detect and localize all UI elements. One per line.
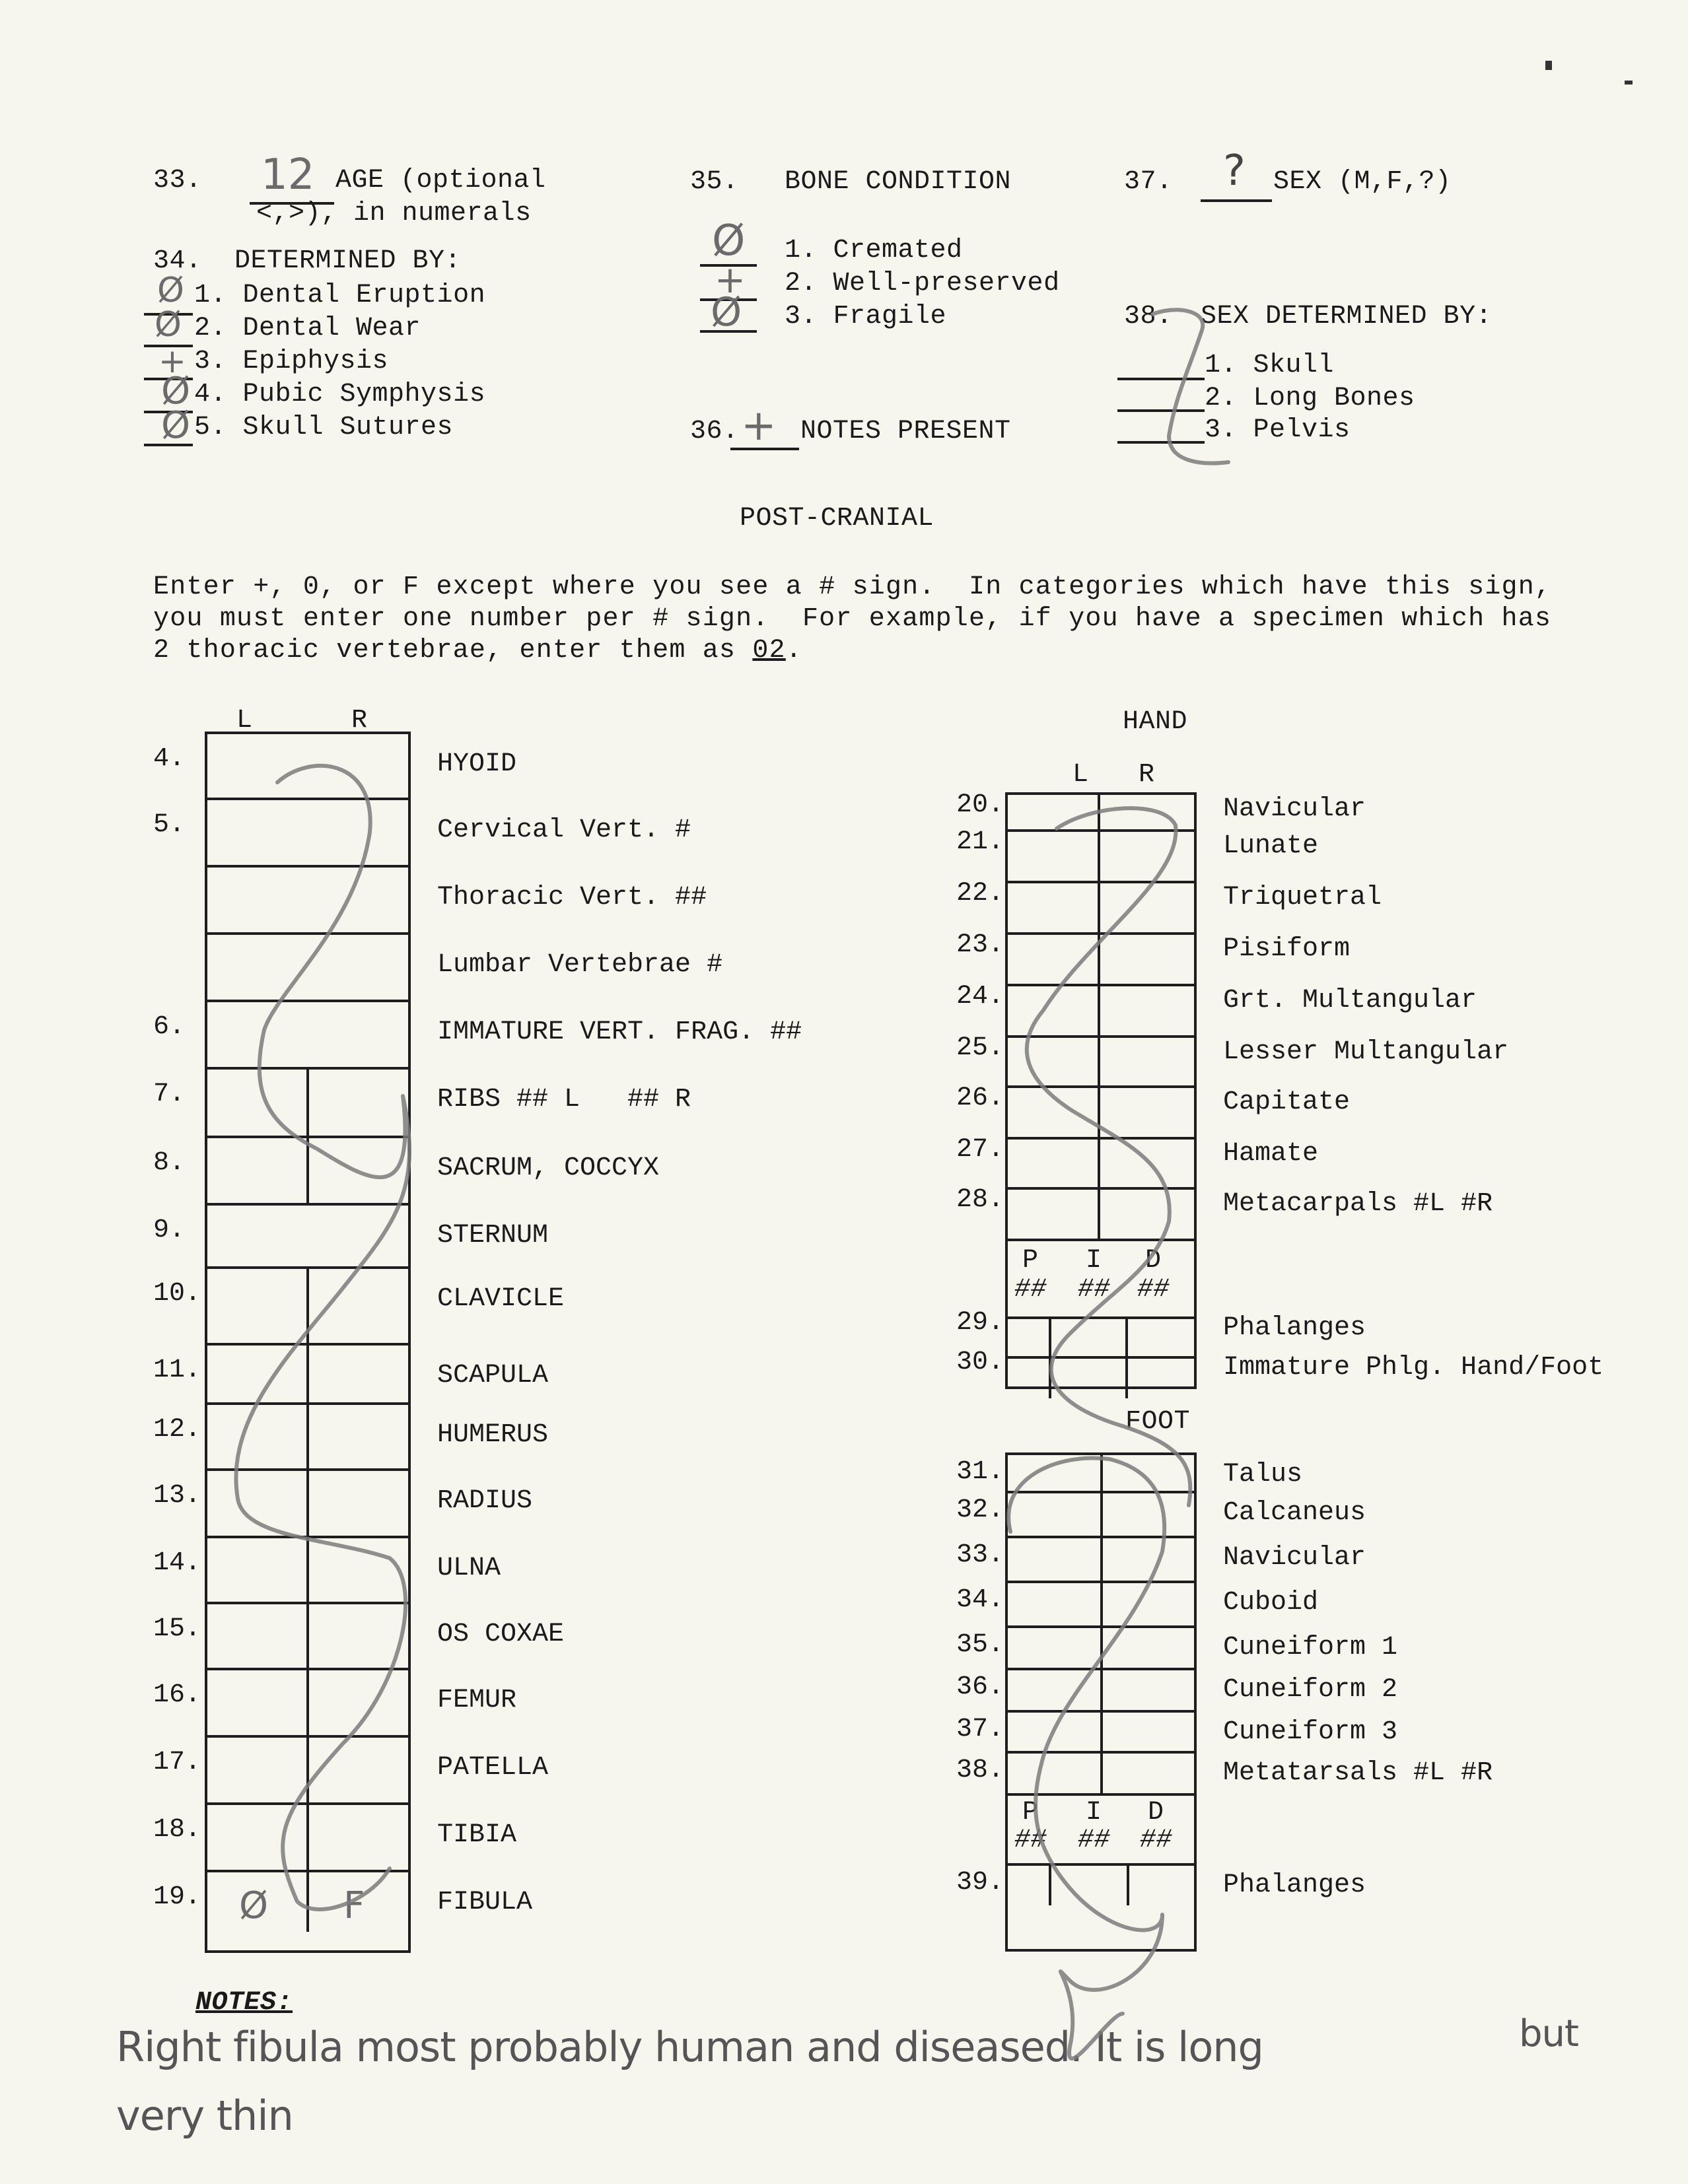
example-suffix: .: [785, 636, 802, 665]
q34-item2-label: 2. Dental Wear: [194, 314, 421, 343]
bone-label: Triquetral: [1223, 883, 1382, 912]
bone-label: IMMATURE VERT. FRAG. ##: [437, 1017, 802, 1047]
row-number: 34.: [956, 1585, 1004, 1615]
row-number: 15.: [153, 1614, 201, 1644]
row-number: 20.: [956, 790, 1004, 820]
phalanx-column-header: P: [1022, 1798, 1039, 1827]
cell-value-left: Ø: [239, 1884, 269, 1927]
bone-label: Navicular: [1223, 794, 1366, 824]
q33-label-line2: <,>), in numerals: [256, 199, 532, 228]
example-value: 02: [752, 636, 786, 665]
row-number: 24.: [956, 982, 1004, 1011]
section-title-postcranial: POST-CRANIAL: [740, 504, 934, 533]
q37-label: SEX (M,F,?): [1273, 167, 1452, 197]
phalanx-column-header: P: [1022, 1246, 1039, 1276]
hand-table-col-L: L: [1073, 760, 1089, 790]
row-number: 38.: [956, 1756, 1004, 1785]
bone-label: Calcaneus: [1223, 1498, 1366, 1528]
bone-label: CLAVICLE: [437, 1284, 565, 1314]
row-number: 26.: [956, 1083, 1004, 1113]
row-number: 14.: [153, 1548, 201, 1578]
q33-age-value: 12: [261, 151, 315, 199]
instruction-line-1: Enter +, 0, or F except where you see a # sign. In categories which have this sign,: [153, 572, 1552, 602]
q38-item2-label: 2. Long Bones: [1205, 384, 1415, 413]
row-number: 12.: [153, 1415, 201, 1445]
q33-label-line1: AGE (optional: [335, 166, 546, 195]
bone-label: Capitate: [1223, 1087, 1351, 1117]
bone-label: Lumbar Vertebrae #: [437, 950, 723, 980]
bone-label: STERNUM: [437, 1221, 549, 1250]
hand-table-col-R: R: [1139, 760, 1155, 790]
q35-item1-value: Ø: [712, 217, 746, 265]
row-number: 23.: [956, 930, 1004, 960]
bone-label: Lesser Multangular: [1223, 1037, 1509, 1067]
cell-value-right: F: [343, 1884, 365, 1927]
row-number: 21.: [956, 827, 1004, 857]
bone-label: HUMERUS: [437, 1420, 549, 1450]
q36-number: 36.: [690, 417, 739, 446]
number-sign-marker: ##: [1140, 1826, 1173, 1855]
q38-item1-label: 1. Skull: [1205, 351, 1335, 380]
left-table-col-L: L: [236, 706, 253, 735]
phalanx-column-header: D: [1148, 1798, 1164, 1827]
number-sign-marker: ##: [1078, 1275, 1111, 1305]
q34-heading: DETERMINED BY:: [234, 246, 462, 276]
notes-heading: NOTES:: [195, 1988, 293, 2018]
q34-item2-value: Ø: [155, 305, 182, 345]
row-number: 29.: [956, 1308, 1004, 1338]
q33-number: 33.: [153, 166, 202, 195]
notes-line-1: Right fibula most probably human and diseased. It is long: [116, 2023, 1263, 2071]
phalanx-column-header: I: [1086, 1246, 1102, 1276]
left-table-col-R: R: [351, 706, 368, 735]
bone-label: Navicular: [1223, 1543, 1366, 1573]
bone-label: Cuboid: [1223, 1588, 1319, 1618]
row-number: 30.: [956, 1348, 1004, 1377]
q35-item3-label: 3. Fragile: [785, 302, 947, 331]
row-number: 35.: [956, 1630, 1004, 1660]
speck: [1625, 81, 1633, 85]
bone-label: Metatarsals #L #R: [1223, 1758, 1493, 1788]
bone-label: Cuneiform 3: [1223, 1717, 1398, 1747]
row-number: 8.: [153, 1148, 186, 1178]
bone-label: ULNA: [437, 1553, 501, 1583]
hand-table-title: HAND: [1123, 707, 1188, 737]
bone-label: Phalanges: [1223, 1870, 1366, 1900]
foot-table-title: FOOT: [1125, 1407, 1191, 1437]
number-sign-marker: ##: [1078, 1826, 1111, 1855]
row-number: 11.: [153, 1355, 201, 1385]
row-number: 16.: [153, 1680, 201, 1710]
number-sign-marker: ##: [1137, 1275, 1170, 1305]
q35-number: 35.: [690, 167, 739, 197]
phalanx-column-header: D: [1145, 1246, 1162, 1276]
row-number: 25.: [956, 1033, 1004, 1063]
row-number: 6.: [153, 1012, 186, 1042]
q34-item3-label: 3. Epiphysis: [194, 347, 389, 376]
row-number: 17.: [153, 1748, 201, 1777]
bone-label: FEMUR: [437, 1686, 517, 1715]
row-number: 27.: [956, 1135, 1004, 1165]
instruction-line-3-text: 2 thoracic vertebrae, enter them as: [153, 636, 753, 665]
bone-label: Thoracic Vert. ##: [437, 883, 707, 912]
row-number: 4.: [153, 744, 186, 774]
bone-label: TIBIA: [437, 1820, 517, 1850]
row-number: 5.: [153, 810, 186, 840]
instruction-line-2: you must enter one number per # sign. For example, if you have a specimen which has: [153, 604, 1552, 634]
q34-item4-value: Ø: [161, 370, 191, 413]
row-number: 13.: [153, 1481, 201, 1511]
bone-label: Hamate: [1223, 1139, 1319, 1169]
bone-label: Cuneiform 2: [1223, 1675, 1398, 1705]
q35-item2-label: 2. Well-preserved: [785, 269, 1060, 298]
row-number: 36.: [956, 1672, 1004, 1702]
bone-label: Talus: [1223, 1460, 1303, 1489]
bone-label: PATELLA: [437, 1753, 549, 1783]
bone-label: Lunate: [1223, 831, 1319, 861]
q38-number: 38.: [1124, 302, 1173, 331]
row-number: 7.: [153, 1079, 186, 1109]
row-number: 19.: [153, 1882, 201, 1912]
bone-label: Grt. Multangular: [1223, 986, 1477, 1015]
q35-heading: BONE CONDITION: [785, 167, 1012, 197]
bone-label: Cervical Vert. #: [437, 815, 691, 845]
q34-item5-label: 5. Skull Sutures: [194, 413, 454, 442]
row-number: 31.: [956, 1457, 1004, 1487]
q36-value: +: [741, 401, 777, 450]
number-sign-marker: ##: [1014, 1275, 1047, 1305]
q34-item4-label: 4. Pubic Symphysis: [194, 380, 486, 409]
q36-label: NOTES PRESENT: [800, 417, 1011, 446]
row-number: 28.: [956, 1185, 1004, 1215]
row-number: 32.: [956, 1495, 1004, 1525]
row-number: 9.: [153, 1215, 186, 1245]
bone-label: Metacarpals #L #R: [1223, 1189, 1493, 1219]
q38-heading: SEX DETERMINED BY:: [1201, 302, 1493, 331]
bone-label: Cuneiform 1: [1223, 1633, 1398, 1662]
q34-item1-value: Ø: [157, 271, 184, 310]
q34-item1-label: 1. Dental Eruption: [194, 281, 486, 310]
bone-label: Pisiform: [1223, 934, 1351, 964]
row-number: 10.: [153, 1279, 201, 1309]
bone-label: SACRUM, COCCYX: [437, 1153, 660, 1183]
number-sign-marker: ##: [1014, 1826, 1047, 1855]
bone-label: Immature Phlg. Hand/Foot: [1223, 1353, 1604, 1382]
bone-label: OS COXAE: [437, 1620, 565, 1649]
speck: [1545, 61, 1552, 70]
row-number: 18.: [153, 1815, 201, 1845]
row-number: 33.: [956, 1540, 1004, 1570]
q37-number: 37.: [1124, 167, 1173, 197]
bone-label: FIBULA: [437, 1888, 533, 1917]
q38-item3-label: 3. Pelvis: [1205, 415, 1351, 445]
q34-item5-value: Ø: [161, 404, 191, 447]
notes-line-2: very thin: [116, 2092, 293, 2140]
bone-label: RIBS ## L ## R: [437, 1085, 691, 1114]
q37-sex-value: ?: [1223, 147, 1246, 195]
bone-label: SCAPULA: [437, 1361, 549, 1390]
bone-label: Phalanges: [1223, 1313, 1366, 1343]
phalanx-column-header: I: [1086, 1798, 1102, 1827]
notes-line-1-extra: but: [1519, 2012, 1578, 2055]
q35-item2-value: +: [715, 259, 746, 302]
row-number: 39.: [956, 1868, 1004, 1897]
row-number: 37.: [956, 1715, 1004, 1744]
bone-label: RADIUS: [437, 1486, 533, 1516]
q34-number: 34.: [153, 246, 202, 276]
row-number: 22.: [956, 879, 1004, 908]
bone-label: HYOID: [437, 749, 517, 779]
q35-item3-value: Ø: [711, 289, 742, 335]
q35-item1-label: 1. Cremated: [785, 236, 963, 265]
q34-item3-value: +: [158, 342, 186, 380]
